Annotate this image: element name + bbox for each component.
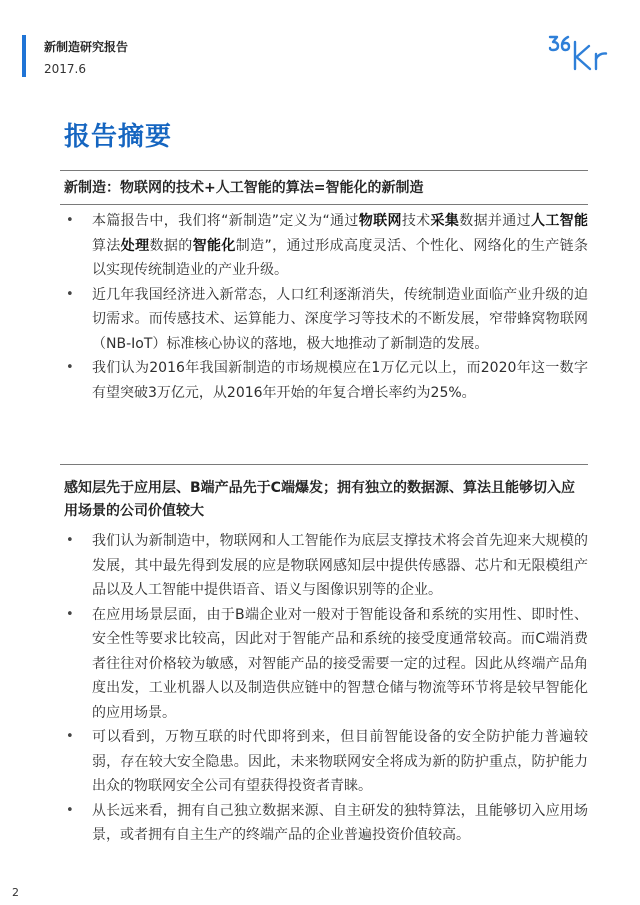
- list-item: • 从长远来看，拥有自己独立数据来源、自主研发的独特算法，且能够切入应用场景，或者拥有自主生产的终端产品的企业普遍投资价值较高。: [60, 799, 588, 848]
- list-item: • 近几年我国经济进入新常态，人口红利逐渐消失，传统制造业面临产业升级的迫切需求。而传感技术、运算能力、深度学习等技术的不断发展，窄带蜂窝物联网（NB-IoT）标准核心协议的落地，极大地推动了新制造的发展。: [60, 283, 588, 357]
- section-1-heading: 新制造：物联网的技术+人工智能的算法=智能化的新制造: [60, 170, 588, 205]
- list-item: • 我们认为新制造中，物联网和人工智能作为底层支撑技术将会首先迎来大规模的发展，其中最先得到发展的应是物联网感知层中提供传感器、芯片和无限模组产品以及人工智能中提供语音、语义与图像识别等的企业。: [60, 529, 588, 603]
- page-number: 2: [12, 886, 19, 899]
- bullet-icon: •: [66, 213, 74, 228]
- report-date: 2017.6: [44, 62, 86, 76]
- report-title: 新制造研究报告: [44, 40, 129, 54]
- page-title: 报告摘要: [64, 122, 173, 152]
- list-item: • 本篇报告中，我们将“新制造”定义为“通过物联网技术采集数据并通过人工智能算法处理数据的智能化制造”，通过形成高度灵活、个性化、网络化的生产链条以实现传统制造业的产业升级。: [60, 209, 588, 283]
- bullet-icon: •: [66, 606, 74, 622]
- list-item: • 我们认为2016年我国新制造的市场规模应在1万亿元以上，而2020年这一数字有望突破3万亿元，从2016年开始的年复合增长率约为25%。: [60, 356, 588, 405]
- bullet-icon: •: [66, 729, 74, 744]
- bullet-icon: •: [66, 533, 74, 548]
- bullet-icon: •: [66, 286, 74, 302]
- bullet-icon: •: [66, 802, 74, 818]
- bullet-icon: •: [66, 360, 74, 375]
- section-1-bullet-list: [60, 209, 588, 405]
- section-2-heading: 感知层先于应用层、B端产品先于C端爆发；拥有独立的数据源、算法且能够切入应用场景的公司价值较大: [60, 464, 588, 523]
- list-item: • 在应用场景层面，由于B端企业对一般对于智能设备和系统的实用性、即时性、安全性等要求比较高，因此对于智能产品和系统的接受度通常较高。而C端消费者往往对价格较为敏感，对智能产品的接受需要一定的过程。因此从终端产品角度出发，工业机器人以及制造供应链中的智慧仓储与物流等环节将是较早智能化的应用场景。: [60, 603, 588, 726]
- list-item: • 可以看到，万物互联的时代即将到来，但目前智能设备的安全防护能力普遍较弱，存在较大安全隐患。因此，未来物联网安全将成为新的防护重点，防护能力出众的物联网安全公司有望获得投资者青睐。: [60, 725, 588, 799]
- section-2-bullet-list: [60, 529, 588, 848]
- section-2: [60, 464, 588, 848]
- header-accent-bar: [22, 35, 26, 77]
- section-1: [60, 170, 588, 405]
- 36kr-logo: [548, 34, 614, 74]
